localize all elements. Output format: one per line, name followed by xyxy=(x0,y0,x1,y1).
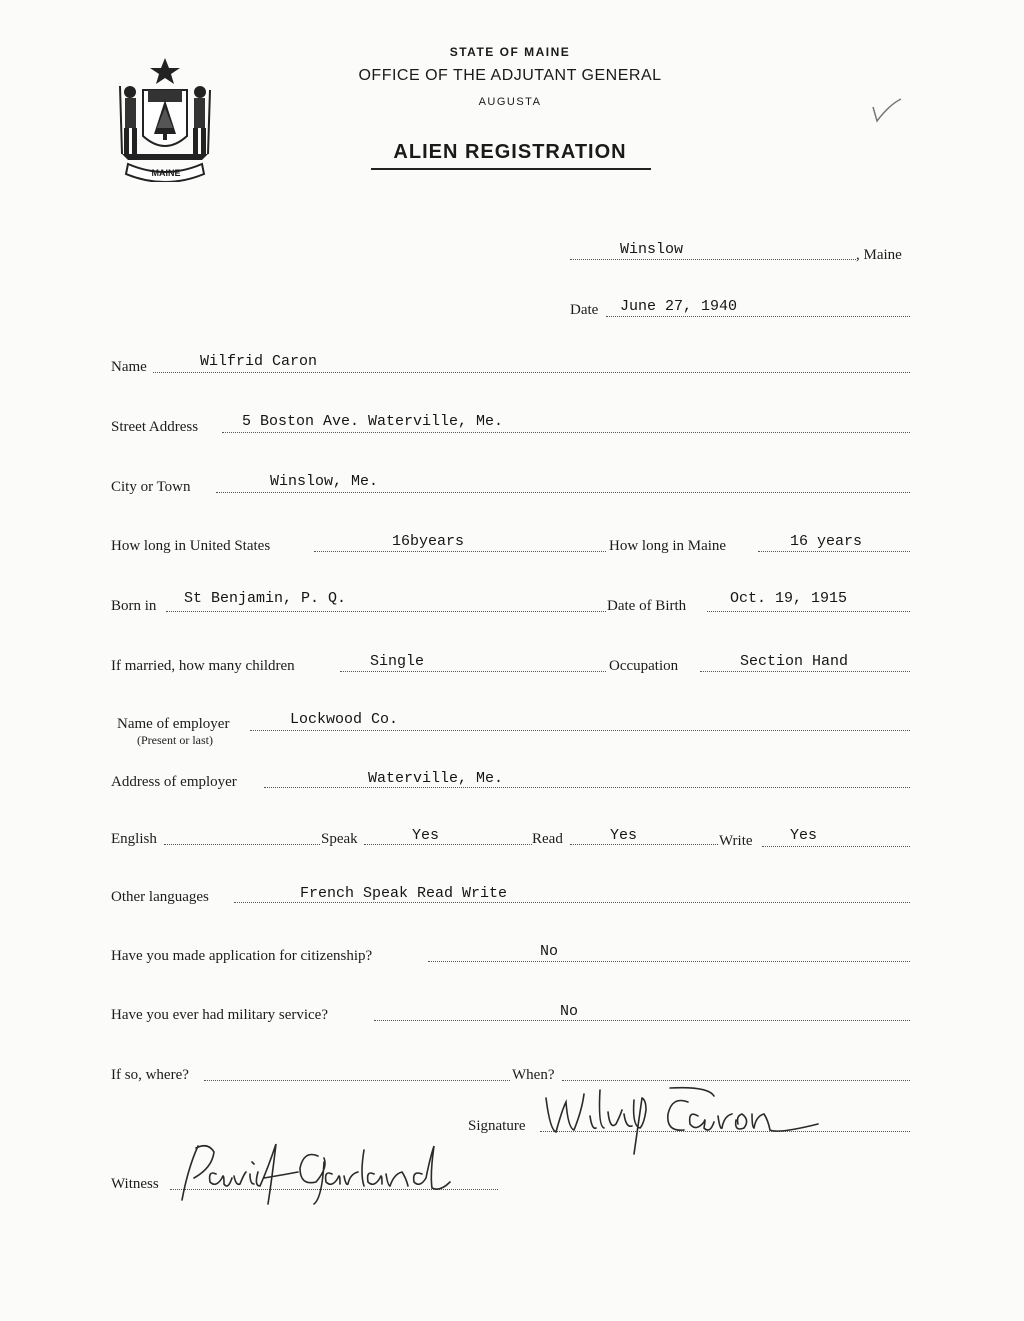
dob-label: Date of Birth xyxy=(607,598,687,614)
how-long-maine-line xyxy=(758,551,910,552)
city-label: City or Town xyxy=(111,479,191,495)
other-languages-line xyxy=(234,902,910,903)
military-line xyxy=(374,1020,910,1021)
how-long-us-value: 16byears xyxy=(392,533,465,550)
children-value: Single xyxy=(370,653,425,670)
other-languages-value: French Speak Read Write xyxy=(300,885,508,902)
how-long-maine-value: 16 years xyxy=(790,533,863,550)
dob-line xyxy=(707,611,910,612)
write-line xyxy=(762,846,910,847)
employer-label: Name of employer xyxy=(117,716,230,732)
street-label: Street Address xyxy=(111,419,199,435)
read-value: Yes xyxy=(610,827,638,844)
employer-sublabel: (Present or last) xyxy=(137,733,213,747)
name-line xyxy=(153,372,910,373)
write-label: Write xyxy=(719,833,753,849)
military-value: No xyxy=(560,1003,579,1020)
other-languages-label: Other languages xyxy=(111,889,209,905)
where-label: If so, where? xyxy=(111,1067,189,1083)
employer-address-line xyxy=(264,787,910,788)
how-long-us-label: How long in United States xyxy=(111,538,271,554)
speak-line xyxy=(364,844,532,845)
military-label: Have you ever had military service? xyxy=(111,1007,328,1023)
city-line xyxy=(216,492,910,493)
signature-label: Signature xyxy=(468,1118,526,1134)
employer-address-label: Address of employer xyxy=(111,774,237,790)
speak-value: Yes xyxy=(412,827,440,844)
born-in-value: St Benjamin, P. Q. xyxy=(184,590,347,607)
checkmark-icon xyxy=(865,95,905,125)
english-line xyxy=(164,844,320,845)
date-label: Date xyxy=(570,302,599,318)
citizenship-label: Have you made application for citizenship? xyxy=(111,948,373,964)
city-value: Winslow, Me. xyxy=(270,473,379,490)
date-value: June 27, 1940 xyxy=(620,298,738,315)
title-underline xyxy=(371,168,651,170)
name-label: Name xyxy=(111,359,147,375)
location-line xyxy=(570,259,856,260)
children-line xyxy=(340,671,606,672)
occupation-label: Occupation xyxy=(609,658,679,674)
employer-address-value: Waterville, Me. xyxy=(368,770,504,787)
dob-value: Oct. 19, 1915 xyxy=(730,590,848,607)
when-label: When? xyxy=(512,1067,555,1083)
date-line xyxy=(606,316,910,317)
born-in-line xyxy=(166,611,606,612)
employer-line xyxy=(250,730,910,731)
write-value: Yes xyxy=(790,827,818,844)
form-title: ALIEN REGISTRATION xyxy=(393,141,627,163)
how-long-us-line xyxy=(314,551,606,552)
citizenship-line xyxy=(428,961,910,962)
employer-value: Lockwood Co. xyxy=(290,711,399,728)
office-heading: OFFICE OF THE ADJUTANT GENERAL xyxy=(358,67,662,84)
seal-banner-text: MAINE xyxy=(151,168,181,178)
read-label: Read xyxy=(532,831,563,847)
occupation-line xyxy=(700,671,910,672)
name-value: Wilfrid Caron xyxy=(200,353,318,370)
location-value: Winslow xyxy=(620,241,684,258)
applicant-signature xyxy=(538,1080,828,1160)
witness-signature xyxy=(168,1138,468,1208)
born-in-label: Born in xyxy=(111,598,157,614)
city-heading: AUGUSTA xyxy=(478,96,542,108)
state-heading: STATE OF MAINE xyxy=(449,45,571,59)
street-line xyxy=(222,432,910,433)
maine-seal-icon xyxy=(110,56,220,182)
occupation-value: Section Hand xyxy=(740,653,849,670)
witness-label: Witness xyxy=(111,1176,159,1192)
children-label: If married, how many children xyxy=(111,658,295,674)
read-line xyxy=(570,844,718,845)
english-label: English xyxy=(111,831,157,847)
street-value: 5 Boston Ave. Waterville, Me. xyxy=(242,413,504,430)
citizenship-value: No xyxy=(540,943,559,960)
speak-label: Speak xyxy=(321,831,358,847)
how-long-maine-label: How long in Maine xyxy=(609,538,727,554)
where-line xyxy=(204,1080,510,1081)
location-suffix: , Maine xyxy=(856,247,902,263)
